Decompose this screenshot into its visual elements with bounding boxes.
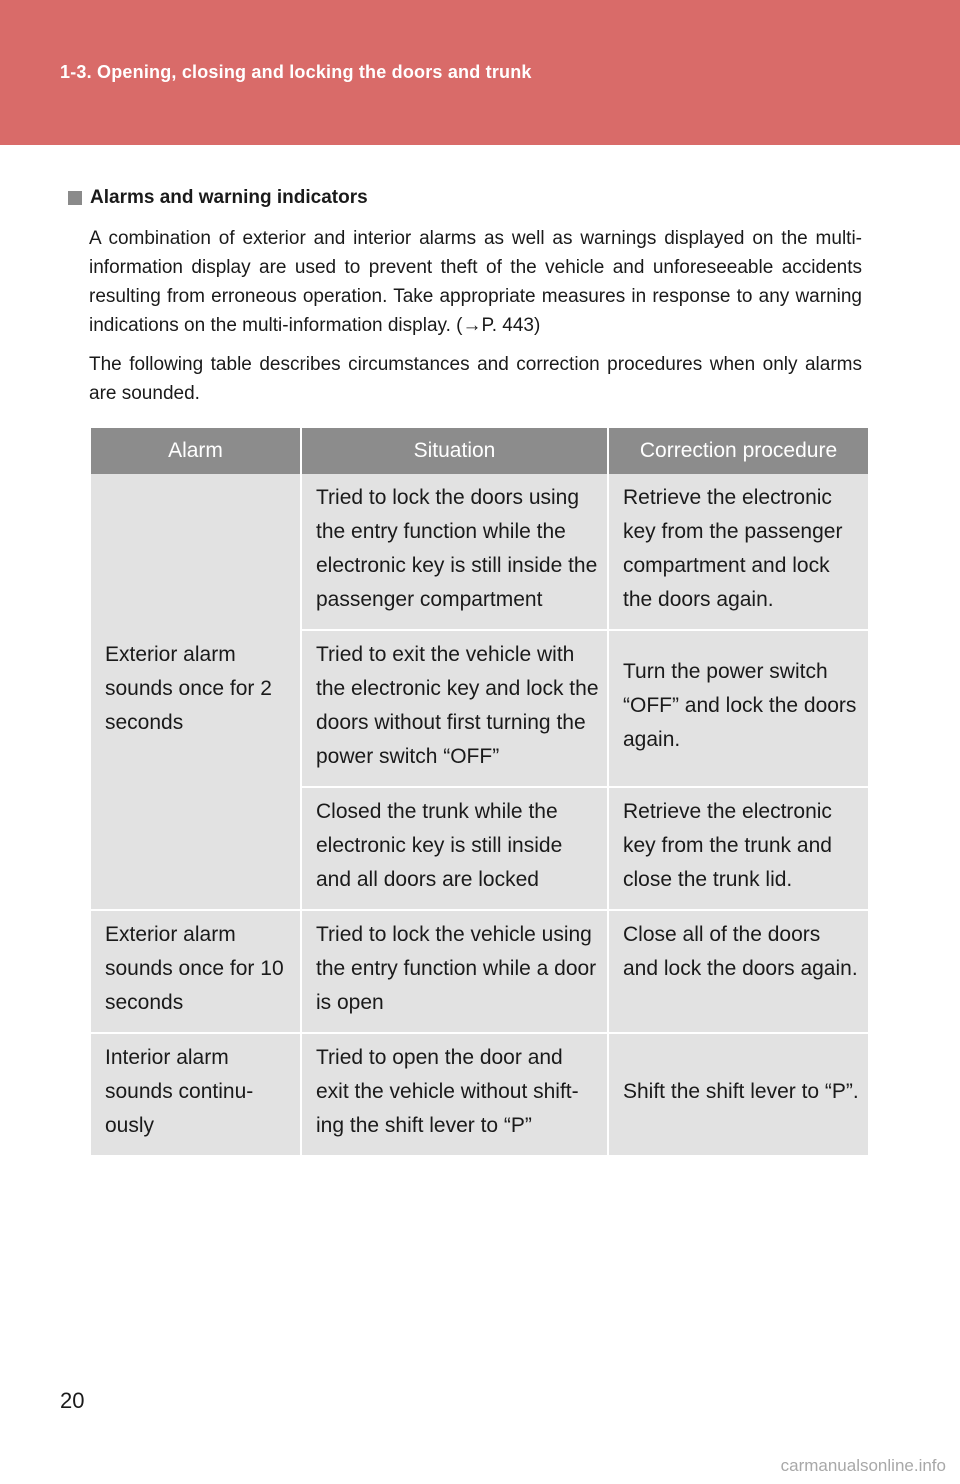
correction-cell: Retrieve the electronic key from the passenger compartment and lock the doors again. — [608, 474, 868, 630]
alarm-cell: Exterior alarm sounds once for 10 seconds — [91, 910, 301, 1033]
subheading-text: Alarms and warning indicators — [90, 187, 368, 208]
situation-cell: Tried to lock the doors using the entry function while the electronic key is still inside the passenger compartment — [301, 474, 608, 630]
page-number: 20 — [60, 1388, 85, 1413]
correction-cell: Turn the power switch “OFF” and lock the doors again. — [608, 630, 868, 787]
alarm-cell: Interior alarm sounds continu-ously — [91, 1033, 301, 1156]
alarm-cell: Exterior alarm sounds once for 2 seconds — [91, 474, 301, 910]
situation-cell: Tried to open the door and exit the vehicle without shift-ing the shift lever to “P” — [301, 1033, 608, 1156]
correction-cell: Retrieve the electronic key from the trunk and close the trunk lid. — [608, 787, 868, 910]
alarm-table — [91, 428, 868, 1157]
situation-cell: Closed the trunk while the electronic key is still inside and all doors are locked — [301, 787, 608, 910]
header-situation: Situation — [301, 428, 608, 474]
header-alarm: Alarm — [91, 428, 301, 474]
square-bullet-icon — [68, 191, 82, 205]
table-row — [91, 474, 868, 630]
table-intro-paragraph: The following table describes circumstances and correction procedures when only alarms are sounded. — [89, 354, 862, 404]
watermark: carmanualsonline.info — [780, 1456, 946, 1475]
situation-cell: Tried to lock the vehicle using the entry function while a door is open — [301, 910, 608, 1033]
table-row — [91, 1033, 868, 1156]
subheading — [68, 187, 368, 209]
correction-cell: Close all of the doors and lock the doors again. — [608, 910, 868, 1033]
situation-cell: Tried to exit the vehicle with the electronic key and lock the doors without first turning the power switch “OFF” — [301, 630, 608, 787]
section-title: 1-3. Opening, closing and locking the doors and trunk — [60, 62, 532, 82]
intro-paragraph: A combination of exterior and interior alarms as well as warnings displayed on the multi-information display are used to prevent theft of the vehicle and unforeseeable accidents resulting from erroneous operation. Take appropriate measures in response to any warning indications on the multi-information display. (→P. 443) — [89, 228, 862, 336]
table-header-row — [91, 428, 868, 474]
header-band — [0, 0, 960, 145]
table-row — [91, 910, 868, 1033]
correction-cell: Shift the shift lever to “P”. — [608, 1033, 868, 1156]
header-correction: Correction procedure — [608, 428, 868, 474]
